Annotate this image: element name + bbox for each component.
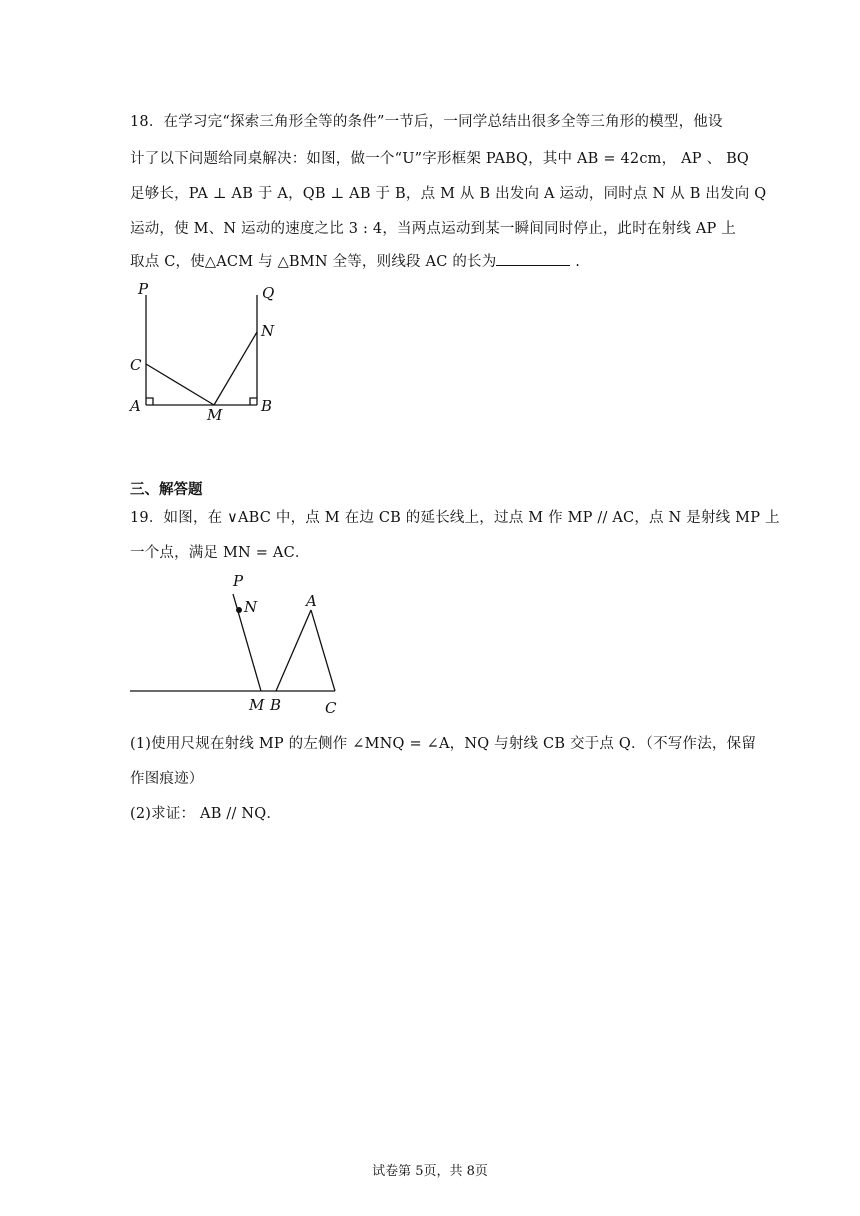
q19-line-1: 19．如图，在 ∨ABC 中，点 M 在边 CB 的延长线上，过点 M 作 MP // AC，点 N 是射线 MP 上	[130, 510, 780, 526]
label-p: P	[233, 572, 244, 590]
q19-line-2: 一个点，满足 MN = AC．	[130, 545, 310, 561]
label-p: P	[138, 280, 149, 298]
label-c: C	[130, 356, 142, 374]
q18-line-2: 计了以下问题给同桌解决：如图，做一个“U”字形框架 PABQ，其中 AB = 42cm， AP 、 BQ	[130, 151, 750, 167]
segment-mn	[214, 332, 257, 405]
q18-line-4: 运动，使 M、N 运动的速度之比 3 : 4，当两点运动到某一瞬间同时停止，此时在射线 AP 上	[130, 221, 736, 237]
q19-part-1-line-2: 作图痕迹）	[130, 771, 204, 787]
segment-ac	[311, 610, 335, 691]
q18-line-5	[130, 250, 580, 271]
label-b: B	[270, 696, 282, 714]
label-n: N	[261, 322, 275, 340]
right-angle-b	[250, 398, 257, 405]
segment-ba	[276, 610, 311, 691]
right-angle-a	[146, 398, 153, 405]
section-heading: 三、解答题	[130, 482, 203, 498]
label-a: A	[130, 397, 141, 415]
q18-line-3: 足够长，PA ⊥ AB 于 A，QB ⊥ AB 于 B，点 M 从 B 出发向 A 运动，同时点 N 从 B 出发向 Q	[130, 186, 767, 202]
segment-cm	[146, 364, 214, 405]
q18-line-1: 18．在学习完“探索三角形全等的条件”一节后，一同学总结出很多全等三角形的模型，他设	[130, 114, 723, 130]
label-m: M	[207, 406, 223, 424]
label-m: M	[249, 696, 265, 714]
label-n: N	[244, 598, 258, 616]
q18-question-text: 取点 C，使△ACM 与 △BMN 全等，则线段 AC 的长为	[130, 254, 497, 270]
label-c: C	[325, 699, 337, 717]
q18-figure	[125, 280, 285, 430]
q19-part-2: (2)求证： AB // NQ．	[130, 806, 282, 822]
answer-blank[interactable]	[496, 251, 570, 266]
label-b: B	[261, 397, 273, 415]
label-a: A	[306, 592, 317, 610]
label-q: Q	[262, 284, 275, 302]
q19-part-1-line-1: (1)使用尺规在射线 MP 的左侧作 ∠MNQ = ∠A，NQ 与射线 CB 交于点 Q．（不写作法，保留	[130, 736, 757, 752]
q18-period: .	[570, 254, 581, 270]
q19-figure	[125, 568, 365, 718]
point-n-dot	[236, 607, 242, 613]
page-footer: 试卷第 5页，共 8页	[372, 1164, 488, 1179]
